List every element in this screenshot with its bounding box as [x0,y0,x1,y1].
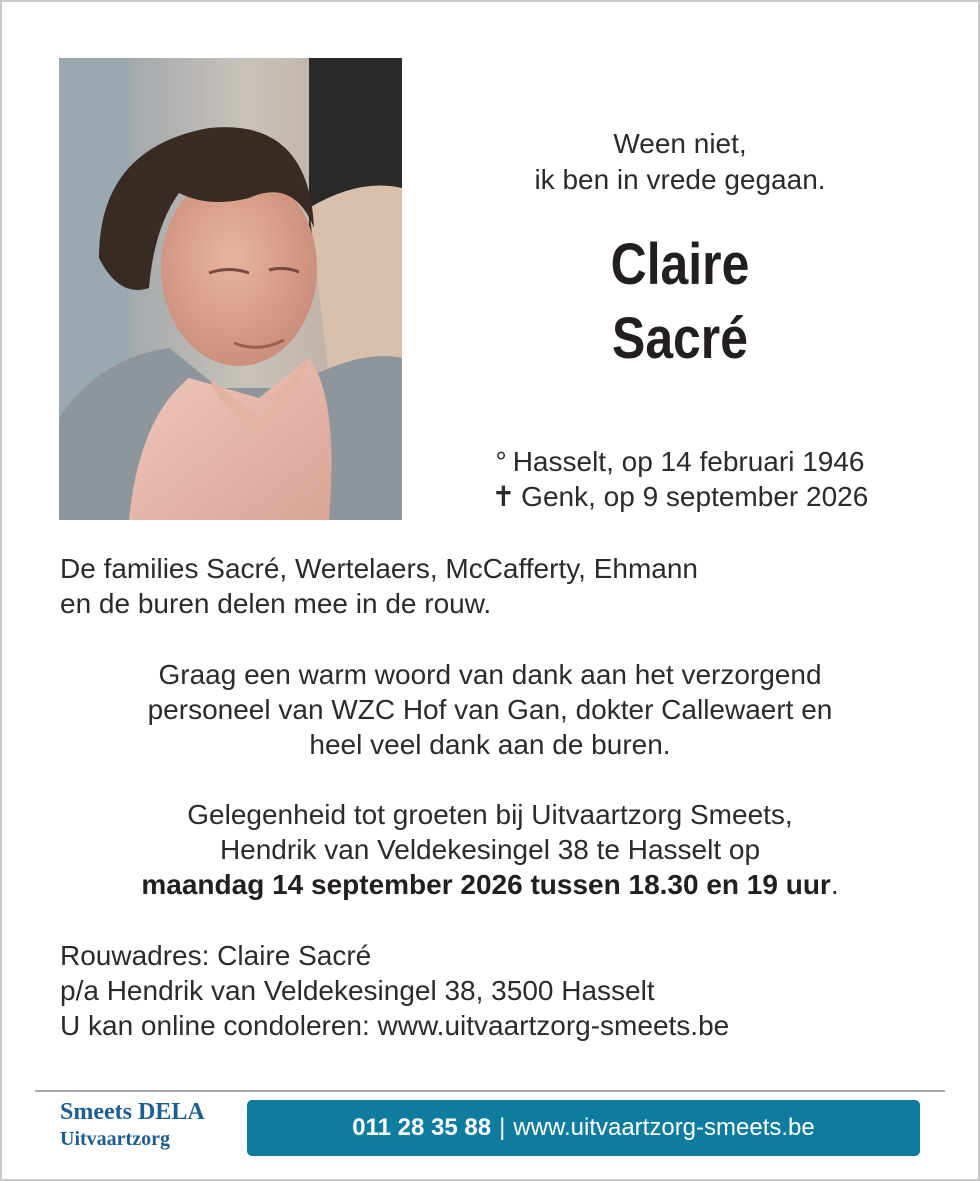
thanks-line-2: personeel van WZC Hof van Gan, dokter Callewaert en [147,694,833,725]
thanks-line-3: heel veel dank aan de buren. [309,729,671,760]
birth-symbol: ° [495,446,507,477]
visitation-paragraph [40,797,940,902]
visitation-line-2: Hendrik van Veldekesingel 38 te Hasselt op [219,834,761,865]
thanks-line-1: Graag een warm woord van dank aan het verzorgend [158,659,822,690]
logo-brand: Smeets DELA [60,1099,205,1125]
contact-separator: | [499,1114,506,1141]
footer-divider [35,1090,945,1092]
thanks-paragraph [40,657,940,762]
condolence-line: U kan online condoleren: www.uitvaartzorg-smeets.be [60,1010,730,1041]
quote-line-1: Ween niet, [613,128,747,159]
cross-icon: ✝ [491,481,516,512]
first-name: Claire [610,232,750,297]
quote [440,126,920,198]
website-link[interactable]: www.uitvaartzorg-smeets.be [513,1114,815,1141]
contact-bar [247,1100,920,1156]
death-line [440,479,920,514]
death-text: Genk, op 9 september 2026 [521,481,869,512]
visitation-line-1: Gelegenheid tot groeten bij Uitvaartzorg Smeets, [187,799,793,830]
announcement-line-2: en de buren delen mee in de rouw. [60,588,492,619]
announcement [60,551,940,621]
phone-number[interactable]: 011 28 35 88 [352,1114,492,1141]
mourning-address-line-1: Rouwadres: Claire Sacré [60,940,372,971]
quote-line-2: ik ben in vrede gegaan. [534,164,826,195]
mourning-address [60,938,940,1043]
visitation-period: . [830,869,839,900]
last-name: Sacré [612,306,748,371]
deceased-name [474,228,887,376]
visitation-datetime: maandag 14 september 2026 tussen 18.30 en 19 uur [141,869,831,900]
visitation-line-3 [40,867,940,902]
birth-line [440,444,920,479]
announcement-line-1: De families Sacré, Wertelaers, McCafferty, Ehmann [60,553,698,584]
logo-subtitle: Uitvaartzorg [60,1128,170,1150]
smeets-dela-logo [60,1098,245,1152]
portrait-photo [59,58,402,520]
life-dates [440,444,920,514]
birth-text: Hasselt, op 14 februari 1946 [512,446,865,477]
mourning-address-line-2: p/a Hendrik van Veldekesingel 38, 3500 Hasselt [60,975,655,1006]
